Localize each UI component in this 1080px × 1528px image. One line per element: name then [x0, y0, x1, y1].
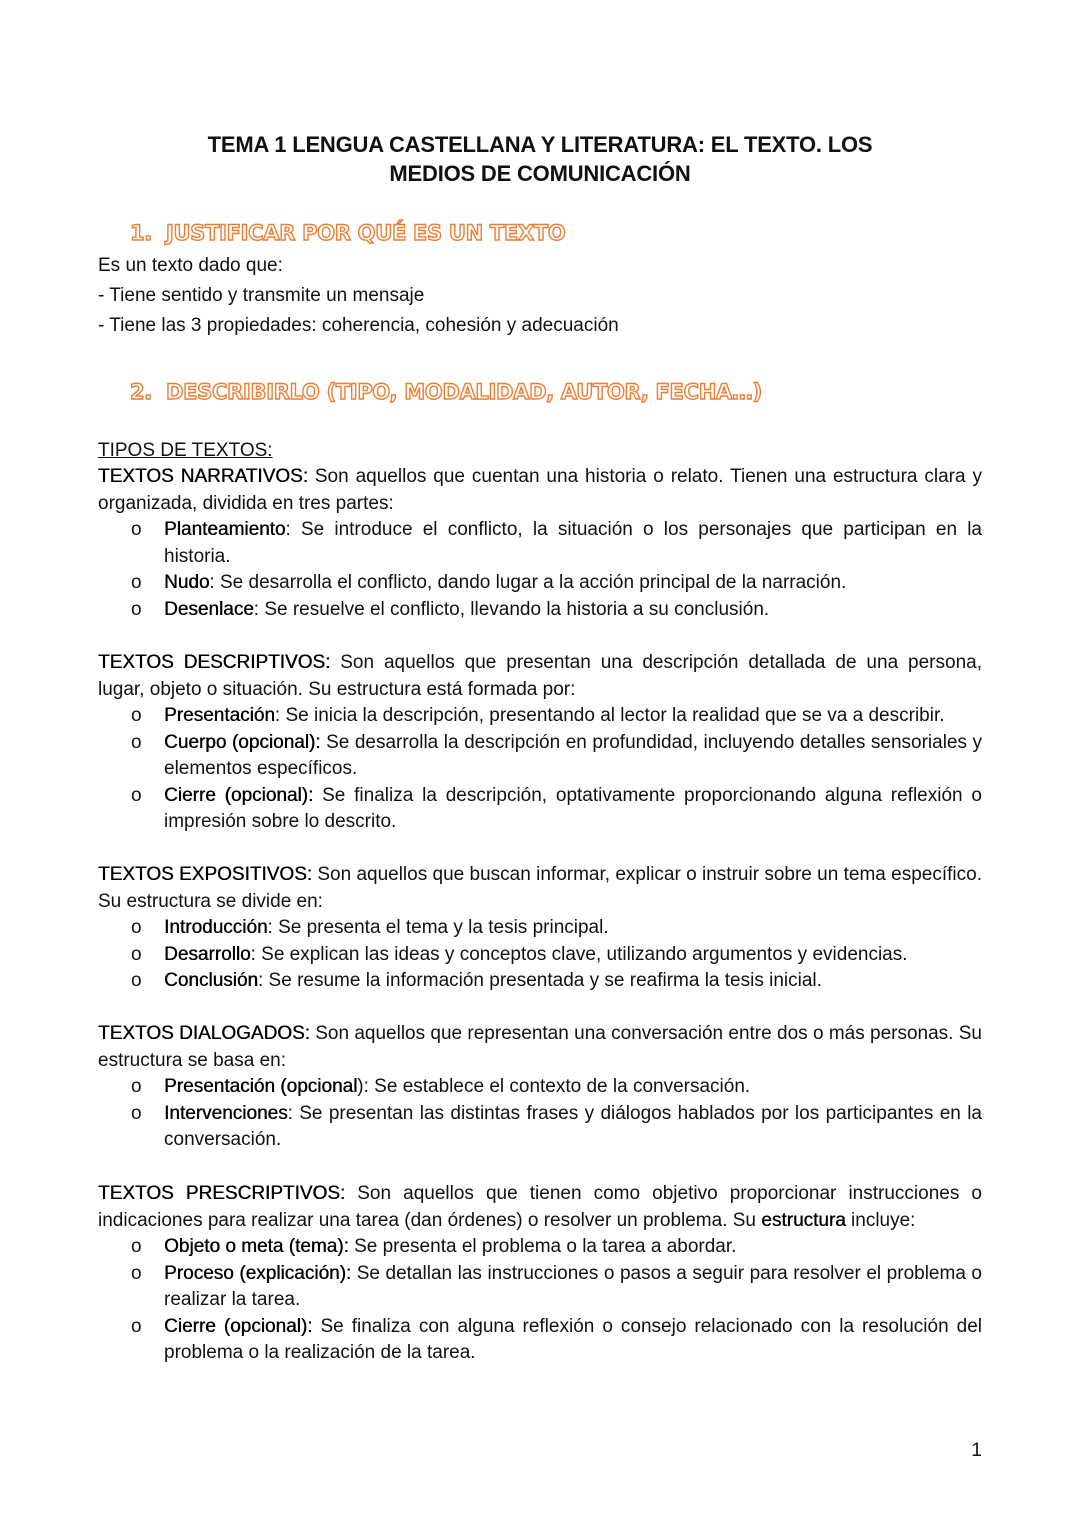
item-text: Se detallan las instrucciones o pasos a seguir para resolver el problema o realizar la tarea. — [164, 1262, 982, 1310]
item-term: Objeto o meta (tema): — [164, 1236, 349, 1257]
title-line-2: MEDIOS DE COMUNICACIÓN — [389, 161, 691, 186]
item-term: Presentación — [164, 705, 275, 726]
bullet-marker: o — [131, 1102, 142, 1124]
bullet-marker: o — [131, 731, 142, 753]
item-text: Se finaliza con alguna reflexión o consejo relacionado con la resolución del problema o la realización de la tarea. — [164, 1315, 982, 1363]
item-term: Presentación (opcional — [164, 1076, 358, 1097]
prescriptive-label: TEXTOS PRESCRIPTIVOS: — [98, 1183, 346, 1204]
list-item — [98, 783, 982, 836]
item-term: Nudo — [164, 572, 210, 593]
item-term: Cierre (opcional): — [164, 1315, 313, 1337]
item-term: Cierre (opcional): — [164, 784, 314, 806]
list-item — [98, 517, 982, 570]
section-2-heading-text: DESCRIBIRLO (TIPO, MODALIDAD, AUTOR, FECHA…) — [166, 380, 762, 404]
list-item — [98, 1234, 982, 1261]
item-term: Desarrollo — [164, 943, 251, 965]
narrative-label: TEXTOS NARRATIVOS: — [98, 466, 308, 487]
item-term: Proceso (explicación): — [164, 1262, 352, 1284]
list-item — [98, 942, 982, 969]
bullet-marker: o — [131, 1315, 142, 1337]
section-1-point-2: - Tiene las 3 propiedades: coherencia, cohesión y adecuación — [98, 315, 619, 336]
page-number: 1 — [971, 1440, 982, 1461]
item-text: : Se inicia la descripción, presentando al lector la realidad que se va a describir. — [274, 705, 945, 726]
bullet-marker: o — [131, 917, 142, 938]
item-text: Se presenta el problema o la tarea a abordar. — [348, 1236, 737, 1257]
title-line-1: TEMA 1 LENGUA CASTELLANA Y LITERATURA: EL TEXTO. LOS — [207, 132, 873, 157]
section-2-number: 2. — [130, 380, 152, 404]
item-term: Planteamiento — [164, 519, 286, 540]
bullet-marker: o — [131, 1262, 142, 1284]
descriptive-paragraph — [98, 650, 982, 703]
list-item — [98, 1101, 982, 1154]
descriptive-list — [98, 703, 982, 836]
types-label: TIPOS DE TEXTOS: — [98, 440, 273, 461]
section-1-intro: Es un texto dado que: — [98, 255, 283, 276]
prescriptive-desc-c: incluye: — [845, 1209, 916, 1231]
prescriptive-paragraph — [98, 1181, 982, 1234]
expository-paragraph — [98, 862, 982, 915]
bullet-marker: o — [131, 970, 142, 991]
bullet-marker: o — [131, 943, 142, 965]
item-text: : Se presentan las distintas frases y diálogos hablados por los participantes en la conversación. — [164, 1102, 982, 1150]
item-text: Se finaliza la descripción, optativamente proporcionando alguna reflexión o impresión sobre lo descrito. — [164, 784, 982, 832]
prescriptive-desc-b: estructura — [761, 1209, 846, 1231]
dialogue-paragraph — [98, 1021, 982, 1074]
list-item — [98, 570, 982, 597]
item-text: ): Se establece el contexto de la conversación. — [357, 1076, 751, 1097]
item-text: : Se desarrolla el conflicto, dando lugar a la acción principal de la narración. — [209, 572, 847, 593]
bullet-marker: o — [131, 784, 142, 806]
expository-label: TEXTOS EXPOSITIVOS: — [98, 864, 313, 885]
item-term: Intervenciones — [164, 1102, 288, 1124]
page-title — [150, 130, 930, 188]
list-item — [98, 1314, 982, 1367]
descriptive-label: TEXTOS DESCRIPTIVOS: — [98, 652, 331, 673]
prescriptive-desc-a: Son aquellos que tienen como objetivo proporcionar instrucciones o indicaciones para realizar una tarea (dan órdenes) o resolver un problema. Su — [98, 1183, 982, 1231]
item-term: Desenlace — [164, 598, 254, 620]
bullet-marker: o — [131, 572, 142, 593]
section-1-heading-text: JUSTIFICAR POR QUÉ ES UN TEXTO — [166, 221, 566, 245]
list-item — [98, 915, 982, 942]
item-text: : Se resuelve el conflicto, llevando la historia a su conclusión. — [253, 598, 770, 620]
item-text: Se desarrolla la descripción en profundidad, incluyendo detalles sensoriales y elementos específicos. — [164, 731, 982, 779]
expository-list — [98, 915, 982, 995]
section-1-point-1: - Tiene sentido y transmite un mensaje — [98, 285, 425, 306]
list-item — [98, 968, 982, 995]
item-text: : Se presenta el tema y la tesis principal. — [267, 917, 609, 938]
bullet-marker: o — [131, 598, 142, 620]
bullet-marker: o — [131, 1236, 142, 1257]
list-item — [98, 703, 982, 730]
dialogue-label: TEXTOS DIALOGADOS: — [98, 1023, 310, 1044]
section-1-number: 1. — [130, 221, 152, 245]
expository-desc: Son aquellos que buscan informar, explicar o instruir sobre un tema específico. Su estructura se divide en: — [98, 864, 982, 912]
dialogue-list — [98, 1074, 982, 1154]
bullet-marker: o — [131, 705, 142, 726]
narrative-paragraph — [98, 464, 982, 517]
item-text: : Se explican las ideas y conceptos clave, utilizando argumentos y evidencias. — [250, 943, 908, 965]
item-term: Conclusión — [164, 970, 258, 991]
list-item — [98, 1261, 982, 1314]
section-2-heading — [130, 380, 762, 404]
item-text: : Se resume la información presentada y se reafirma la tesis inicial. — [258, 970, 822, 991]
list-item — [98, 730, 982, 783]
descriptive-desc: Son aquellos que presentan una descripción detallada de una persona, lugar, objeto o situación. Su estructura está formada por: — [98, 652, 982, 700]
prescriptive-list — [98, 1234, 982, 1367]
list-item — [98, 1074, 982, 1101]
list-item — [98, 597, 982, 624]
bullet-marker: o — [131, 519, 142, 540]
narrative-list — [98, 517, 982, 623]
section-1-heading — [130, 221, 565, 245]
narrative-desc: Son aquellos que cuentan una historia o relato. Tienen una estructura clara y organizada, dividida en tres partes: — [98, 466, 982, 514]
item-term: Introducción — [164, 917, 268, 938]
item-text: : Se introduce el conflicto, la situación o los personajes que participan en la historia. — [164, 519, 982, 567]
dialogue-desc: Son aquellos que representan una conversación entre dos o más personas. Su estructura se basa en: — [98, 1023, 983, 1071]
item-term: Cuerpo (opcional): — [164, 731, 321, 753]
bullet-marker: o — [131, 1076, 142, 1097]
